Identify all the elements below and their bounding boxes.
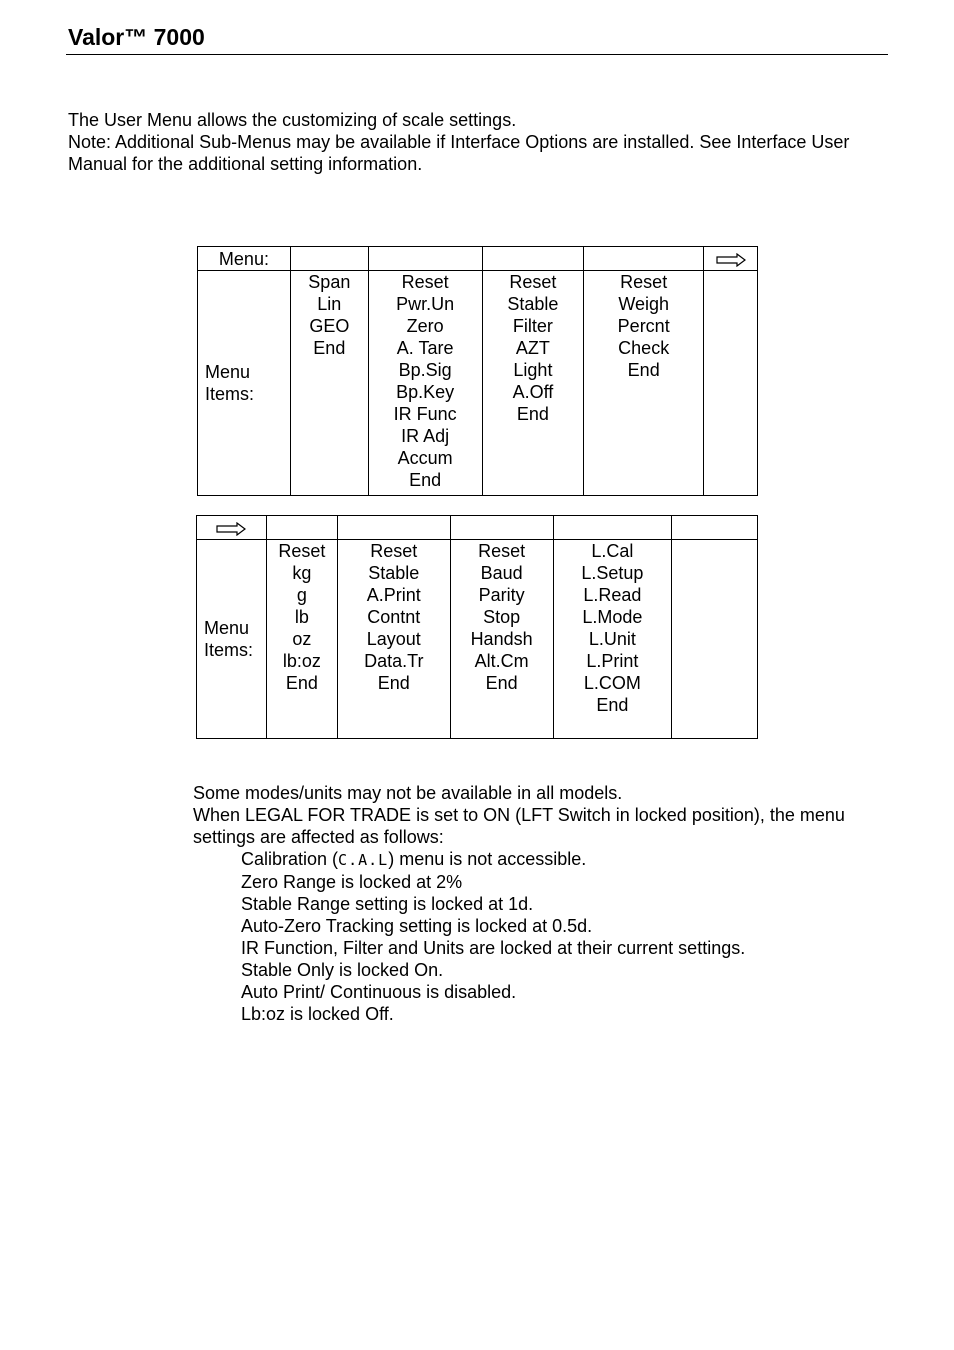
menu-item: Reset — [278, 541, 326, 561]
menu-item: A.Print — [366, 585, 421, 605]
menu-header-cell — [482, 247, 584, 271]
list-item: Auto Print/ Continuous is disabled. — [241, 982, 517, 1002]
right-arrow-icon — [216, 522, 246, 536]
header-divider — [66, 54, 888, 55]
menu-item: Pwr.Un — [396, 294, 455, 314]
page-title: Valor™ 7000 — [68, 24, 205, 50]
menu-item: Filter — [512, 316, 553, 336]
list-item: Zero Range is locked at 2% — [241, 872, 463, 892]
menu-items-column — [584, 271, 704, 496]
menu-items-column — [704, 271, 758, 496]
menu-items-column — [482, 271, 584, 496]
menu-item: End — [285, 673, 318, 693]
list-item: Stable Only is locked On. — [241, 960, 444, 980]
availability-note: Some modes/units may not be available in all models. — [193, 783, 623, 803]
menu-item: Alt.Cm — [474, 651, 529, 671]
right-arrow-icon — [716, 253, 746, 267]
menu-items-column — [266, 540, 337, 739]
menu-item: Baud — [480, 563, 523, 583]
intro-line-1: The User Menu allows the customizing of scale settings. — [68, 110, 517, 130]
menu-header-cell — [450, 516, 553, 540]
menu-item: Check — [618, 338, 670, 358]
menu-item: Reset — [509, 272, 557, 292]
menu-header-cell — [368, 247, 482, 271]
menu-header-cell — [197, 516, 267, 540]
menu-item: Bp.Sig — [398, 360, 452, 380]
menu-table-1 — [197, 246, 758, 496]
menu-item: L.Unit — [588, 629, 636, 649]
menu-item: L.Mode — [582, 607, 643, 627]
menu-items-column — [553, 540, 672, 739]
menu-item: g — [296, 585, 307, 605]
menu-item: lb:oz — [282, 651, 321, 671]
lft-notes — [193, 782, 893, 1025]
menu-header-cell — [672, 516, 758, 540]
lft-intro: When LEGAL FOR TRADE is set to ON (LFT Switch in locked position), the menu settings are affected as follows: — [193, 805, 845, 847]
menu-items-label: Menu Items: — [197, 540, 267, 739]
menu-header-cell — [337, 516, 450, 540]
menu-item: Percnt — [617, 316, 670, 336]
menu-item: End — [313, 338, 346, 358]
menu-item: IR Func — [393, 404, 457, 424]
lft-effects-list — [193, 848, 893, 1025]
menu-item: L.Read — [583, 585, 642, 605]
menu-table-2 — [196, 515, 758, 739]
menu-item: End — [596, 695, 629, 715]
menu-item: lb — [294, 607, 309, 627]
menu-item: A.Off — [512, 382, 554, 402]
menu-item: L.Setup — [581, 563, 644, 583]
menu-items-column — [337, 540, 450, 739]
list-item: IR Function, Filter and Units are locked at their current settings. — [241, 938, 746, 958]
menu-items-column — [290, 271, 368, 496]
calibration-code: C.A.L — [338, 851, 389, 869]
menu-item: Lin — [317, 294, 342, 314]
menu-item: kg — [292, 563, 312, 583]
menu-item: Reset — [478, 541, 526, 561]
menu-item: A. Tare — [396, 338, 454, 358]
menu-header-cell — [290, 247, 368, 271]
menu-items-column — [368, 271, 482, 496]
menu-item: Bp.Key — [396, 382, 455, 402]
menu-item: L.COM — [583, 673, 641, 693]
list-item: Calibration (C.A.L) menu is not accessible. — [241, 849, 587, 869]
menu-item: IR Adj — [401, 426, 450, 446]
menu-header-cell — [704, 247, 758, 271]
menu-item: Data.Tr — [364, 651, 424, 671]
menu-item: GEO — [309, 316, 350, 336]
menu-item: L.Print — [586, 651, 639, 671]
menu-item: End — [627, 360, 660, 380]
menu-items-column — [672, 540, 758, 739]
menu-header-cell — [266, 516, 337, 540]
menu-item: Layout — [366, 629, 421, 649]
menu-item: Span — [308, 272, 351, 292]
menu-item: Stable — [368, 563, 420, 583]
list-item: Stable Range setting is locked at 1d. — [241, 894, 534, 914]
menu-item: Handsh — [470, 629, 533, 649]
list-item: Auto-Zero Tracking setting is locked at 0.5d. — [241, 916, 593, 936]
menu-item: Stop — [483, 607, 521, 627]
menu-item: Reset — [370, 541, 418, 561]
menu-item: End — [409, 470, 442, 490]
menu-item: Accum — [397, 448, 453, 468]
menu-item: Zero — [406, 316, 444, 336]
menu-item: Stable — [507, 294, 559, 314]
menu-item: Light — [513, 360, 553, 380]
menu-item: End — [485, 673, 518, 693]
intro-note: Note: Additional Sub-Menus may be available if Interface Options are installed. See Interface User Manual for the additional setting information. — [68, 132, 850, 174]
menu-items-label: Menu Items: — [198, 271, 291, 496]
menu-item: Reset — [620, 272, 668, 292]
menu-header-cell — [553, 516, 672, 540]
menu-label: Menu: — [198, 247, 291, 271]
menu-item: End — [377, 673, 410, 693]
list-item: Lb:oz is locked Off. — [241, 1004, 394, 1024]
menu-items-row — [198, 271, 758, 496]
intro-text — [68, 109, 888, 175]
menu-header-cell — [584, 247, 704, 271]
menu-item: Weigh — [618, 294, 670, 314]
menu-item: AZT — [515, 338, 550, 358]
menu-items-row — [197, 540, 758, 739]
menu-item: Reset — [401, 272, 449, 292]
menu-header-row — [198, 247, 758, 271]
menu-item: End — [516, 404, 549, 424]
menu-item: Contnt — [367, 607, 421, 627]
menu-items-column — [450, 540, 553, 739]
menu-header-row — [197, 516, 758, 540]
menu-item: L.Cal — [591, 541, 634, 561]
menu-item: Parity — [478, 585, 525, 605]
menu-item: oz — [292, 629, 312, 649]
